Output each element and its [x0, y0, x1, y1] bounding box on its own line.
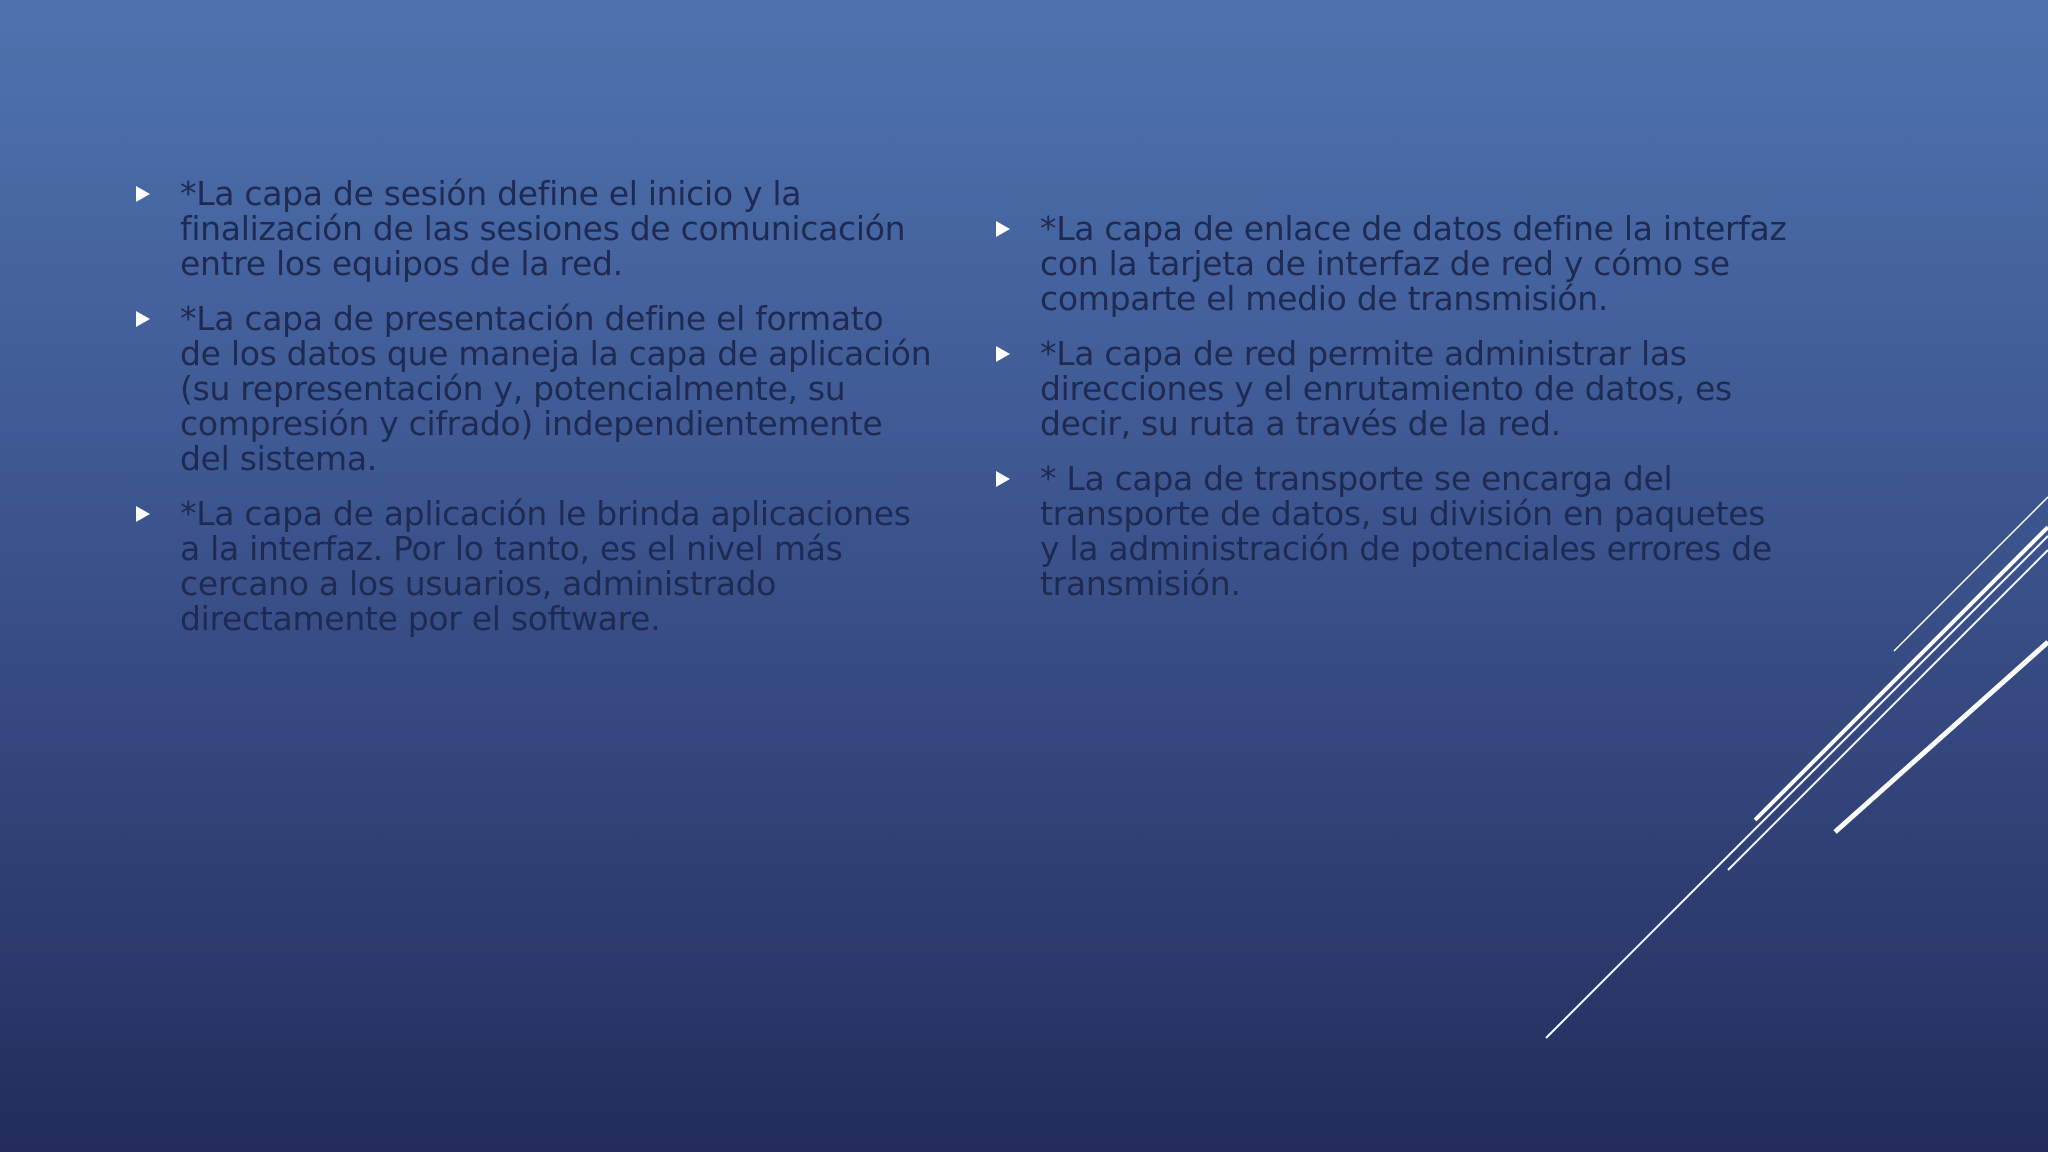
bullet-text: *La capa de red permite administrar las direcciones y el enrutamiento de datos, es decir, su ruta a través de la red. [1040, 334, 1732, 443]
bullet-text: *La capa de presentación define el formato de los datos que maneja la capa de aplicación (su representación y, potencialmente, su compresión y cifrado) independientemente del sistema. [180, 299, 932, 478]
bullet-text: *La capa de sesión define el inicio y la finalización de las sesiones de comunicación entre los equipos de la red. [180, 174, 906, 283]
bullet-text: *La capa de aplicación le brinda aplicaciones a la interfaz. Por lo tanto, es el nivel más cercano a los usuarios, administrado directamente por el software. [180, 494, 911, 638]
decoration-line [1546, 536, 2048, 1038]
decoration-line [1755, 527, 2048, 820]
bullet-text: *La capa de enlace de datos define la interfaz con la tarjeta de interfaz de red y cómo se comparte el medio de transmisión. [1040, 209, 1787, 318]
bullet-text: * La capa de transporte se encarga del transporte de datos, su división en paquetes y la administración de potenciales errores de transmisión. [1040, 459, 1772, 603]
decoration-line [1835, 642, 2048, 832]
decoration-line [1728, 550, 2048, 870]
